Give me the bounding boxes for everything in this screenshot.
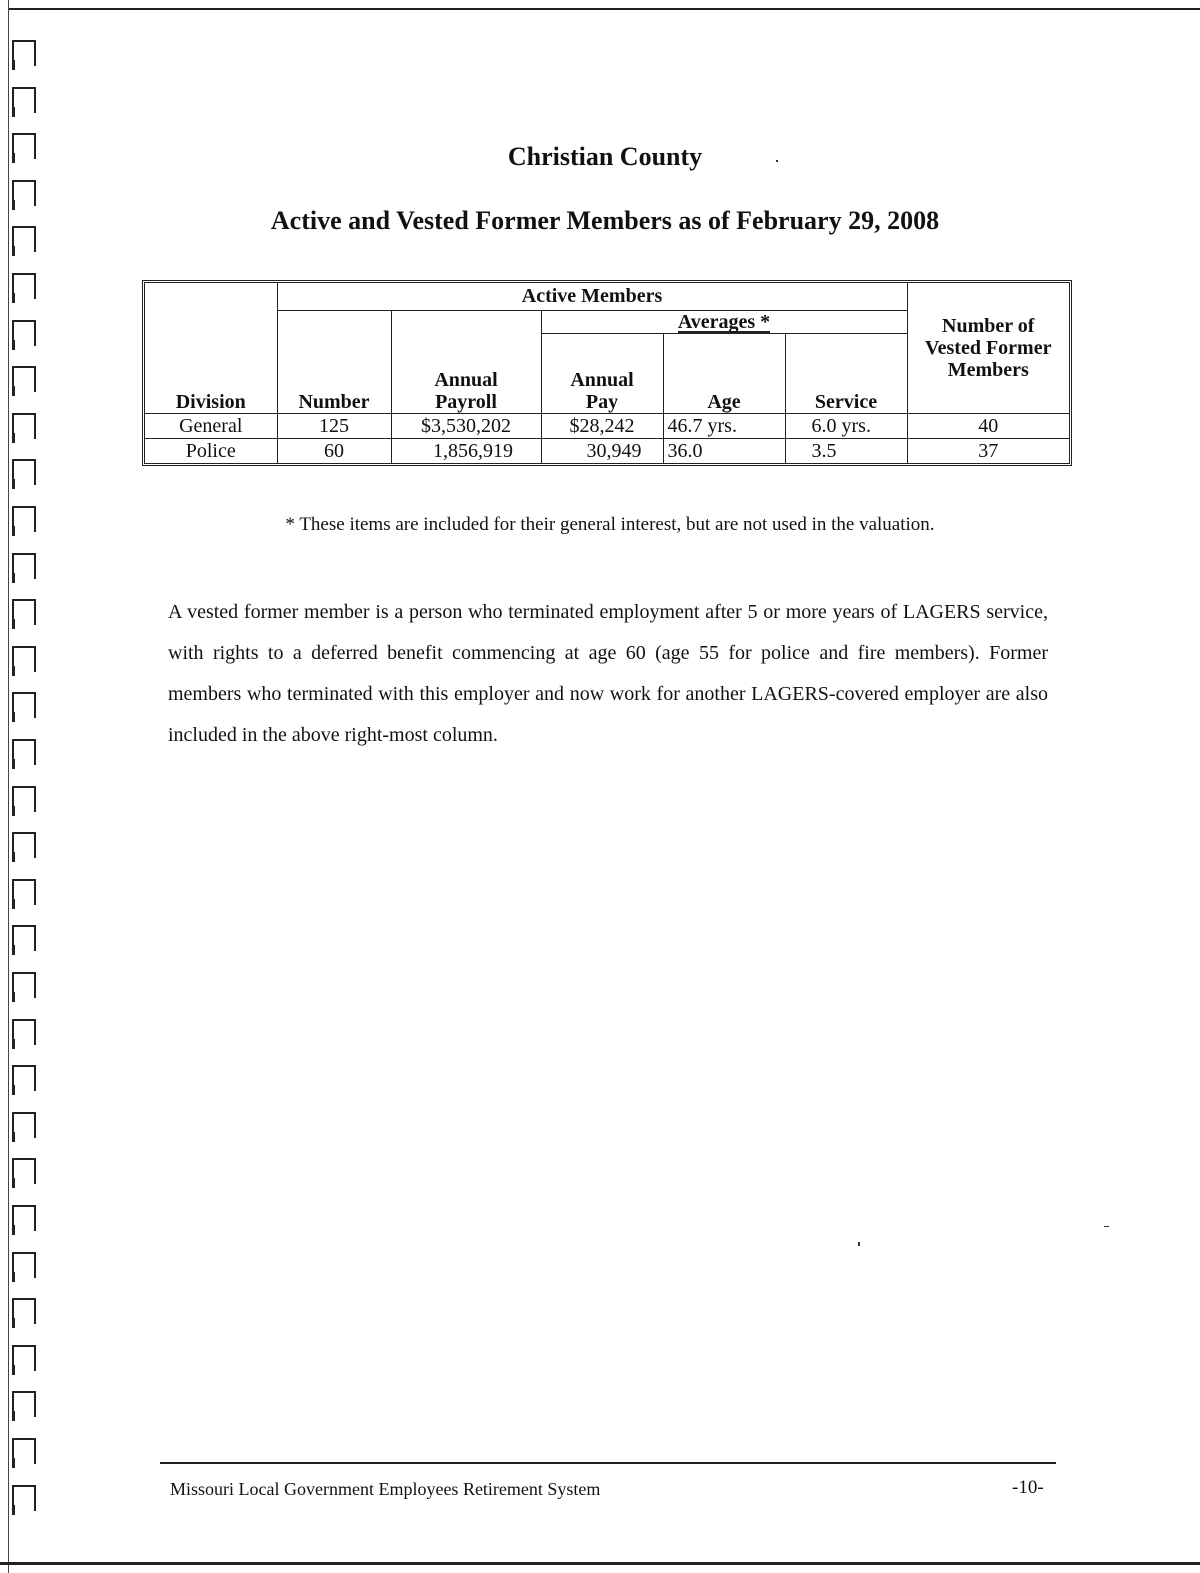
binder-hole [12,1391,36,1411]
binder-hole [12,320,36,340]
cell-payroll: $3,530,202 [391,413,541,438]
binder-hole [12,413,36,433]
active-members-header: Active Members [277,283,907,310]
column-header-number: Number [277,310,391,413]
table-row [145,438,1069,463]
binder-hole [12,879,36,899]
binder-hole [12,459,36,479]
binder-hole [12,1205,36,1225]
page-top-border [8,8,1200,10]
binder-hole [12,739,36,759]
footer-organization: Missouri Local Government Employees Retirement System [170,1479,601,1499]
binder-hole [12,273,36,293]
cell-service: 3.5 [785,438,907,463]
cell-vested: 37 [907,438,1069,463]
column-header-age: Age [663,334,785,413]
column-header-payroll [391,310,541,413]
column-header-pay [541,334,663,413]
footer-rule [160,1462,1056,1464]
binder-hole [12,1485,36,1505]
binder-hole [12,1252,36,1272]
vested-header-text: Number of Vested Former Members [925,314,1052,381]
scan-speck [1104,1226,1109,1227]
cell-payroll: 1,856,919 [391,438,541,463]
cell-pay: $28,242 [541,413,663,438]
binder-hole [12,366,36,386]
averages-header-text: Averages * [677,311,771,333]
county-title: Christian County [507,142,703,171]
table-row [145,413,1069,438]
cell-number: 125 [277,413,391,438]
binder-hole [12,599,36,619]
binder-hole [12,1158,36,1178]
cell-service: 6.0 yrs. [785,413,907,438]
column-header-service: Service [785,334,907,413]
binder-hole [12,646,36,666]
footer-page-number: -10- [1012,1477,1044,1498]
binder-hole [12,1019,36,1039]
cell-vested: 40 [907,413,1069,438]
binder-hole [12,553,36,573]
binder-hole [12,1298,36,1318]
page-bottom-border [0,1562,1200,1565]
payroll-header-text: Annual Payroll [434,368,498,413]
cell-pay: 30,949 [541,438,663,463]
averages-header [541,310,907,334]
binder-hole [12,1112,36,1132]
binder-hole [12,832,36,852]
binder-hole [12,1438,36,1458]
column-header-division: Division [145,283,277,413]
members-table [145,283,1069,463]
cell-division: General [145,413,277,438]
explanation-paragraph: A vested former member is a person who terminated employment after 5 or more years of LAGERS service, with rights to a deferred benefit commencing at age 60 (age 55 for police and fire members). Former members who terminated with this employer and now work for another LAGERS-covered employer are also included in the above right-most column. [168,601,1048,746]
scan-speck [776,160,778,162]
binder-hole [12,786,36,806]
report-subtitle: Active and Vested Former Members as of February 29, 2008 [270,206,940,235]
binder-hole [12,40,36,60]
cell-number: 60 [277,438,391,463]
binder-hole [12,1345,36,1365]
binder-hole [12,972,36,992]
scan-speck [858,1242,860,1246]
binder-hole [12,1065,36,1085]
cell-age: 36.0 [663,438,785,463]
binder-hole [12,692,36,712]
pay-header-text: Annual Pay [570,368,634,413]
cell-age: 46.7 yrs. [663,413,785,438]
binder-hole [12,180,36,200]
binder-hole [12,925,36,945]
cell-division: Police [145,438,277,463]
column-header-vested [907,283,1069,413]
table-footnote: * These items are included for their general interest, but are not used in the valuation. [285,514,935,535]
members-table-frame [142,280,1072,466]
binder-hole [12,87,36,107]
